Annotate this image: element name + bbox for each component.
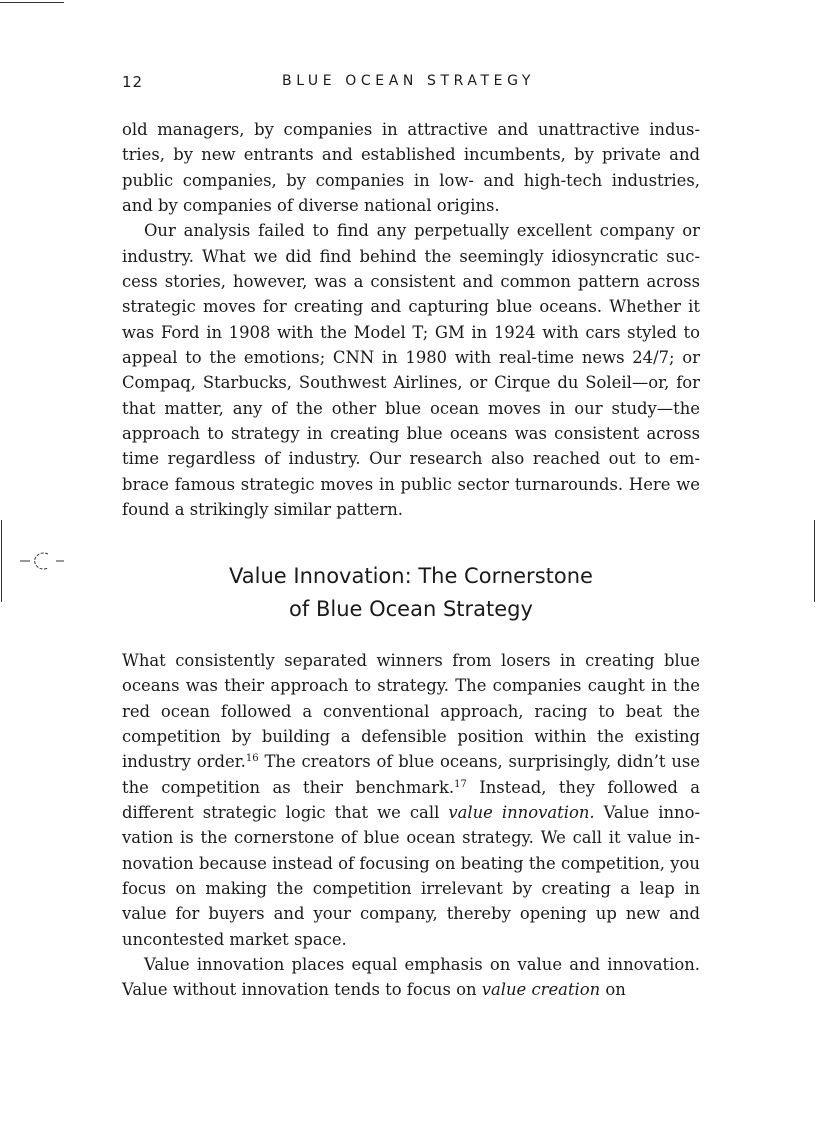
- page-edge-left: [1, 520, 2, 602]
- body-text-bottom: [122, 648, 700, 1003]
- page-edge-right: [814, 520, 815, 602]
- section-heading-line-1: Value Innovation: The Cornerstone: [229, 564, 593, 588]
- footnote-ref: 17: [454, 778, 467, 790]
- emphasized-term: value innovation.: [448, 803, 595, 823]
- page-number: 12: [122, 73, 144, 91]
- section-heading-line-2: of Blue Ocean Strategy: [289, 597, 533, 621]
- running-head: [122, 70, 700, 94]
- section-heading: [122, 560, 700, 626]
- body-text-top: [122, 117, 700, 523]
- paragraph-continued: old managers, by companies in attractive and unattractive industries, by new entrants and established incumbents, by private and public companies, by companies in low- and high-tech industries, and by companies of diverse national origins.: [122, 120, 700, 216]
- emphasized-term: value creation: [481, 980, 601, 1000]
- footnote-ref: 16: [245, 753, 259, 765]
- paragraph: Our analysis failed to find any perpetually excellent company or industry. What we did find behind the seemingly idiosyncratic success stories, however, was a consistent and common pattern across strategic moves for creating and capturing blue oceans. Whether it was Ford in 1908 with the Model T; GM in 1924 with cars styled to appeal to the emotions; CNN in 1980 with real-time news 24/7; or Compaq, Starbucks, Southwest Airlines, or Cirque du Soleil—or, for that matter, any of the other blue ocean moves in our study—the approach to strategy in creating blue oceans was consistent across time regardless of industry. Our research also reached out to embrace famous strategic moves in public sector turnarounds. Here we found a strikingly similar pattern.: [122, 221, 700, 520]
- crop-mark-top: [0, 2, 64, 3]
- registration-mark-icon: [18, 548, 68, 574]
- paragraph: What consistently separated winners from losers in creating blue oceans was their approach to strategy. The companies caught in the red ocean followed a conventional approach, racing to beat the competition by building a defensible position within the existing industry order.$^{16}$ The creators of blue oceans, surprisingly, didn’t use the competition as their benchmark.$^{17}$ Instead, they followed a different strategic logic that we call value innovation. Value innovation is the cornerstone of blue ocean strategy. We call it value innovation because instead of focusing on beating the competition, you focus on making the competition irrelevant by creating a leap in value for buyers and your company, thereby opening up new and uncontested market space.: [122, 651, 700, 949]
- paragraph: Value innovation places equal emphasis on value and innovation. Value without innovation tends to focus on value creation on: [122, 955, 700, 1000]
- book-title: BLUE OCEAN STRATEGY: [282, 73, 535, 89]
